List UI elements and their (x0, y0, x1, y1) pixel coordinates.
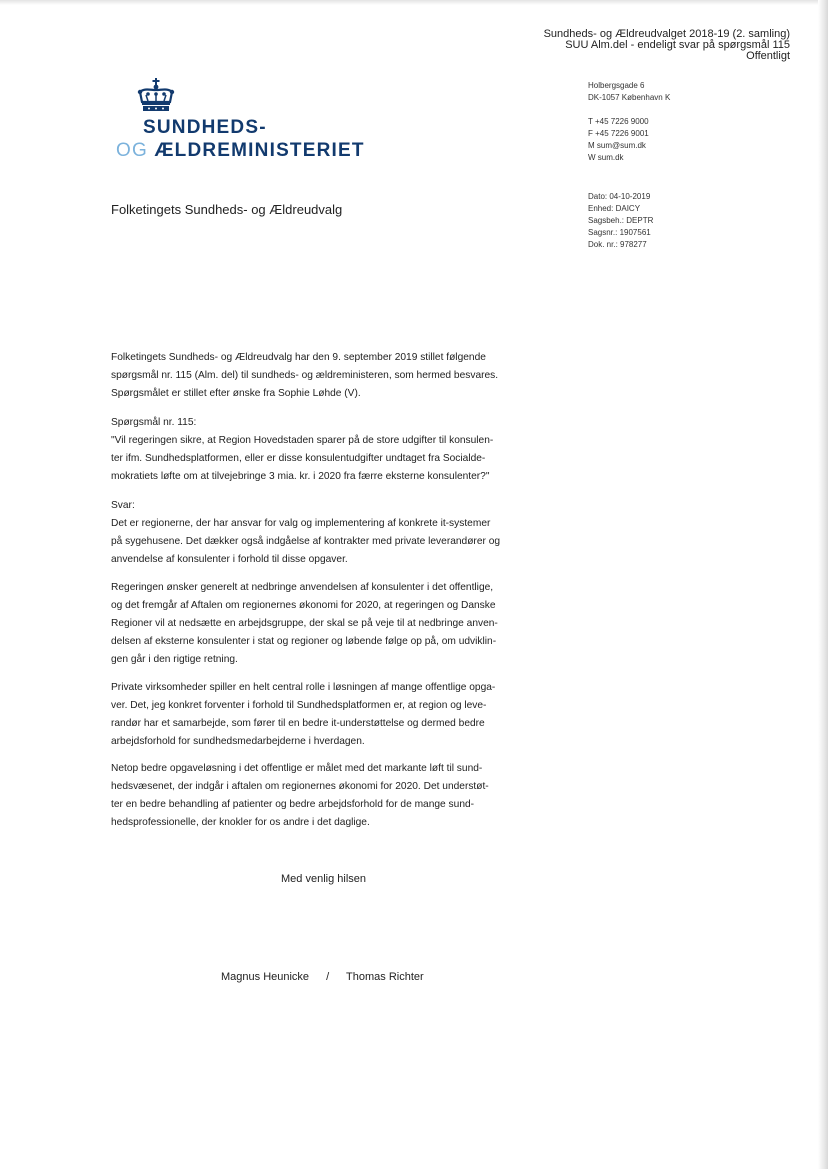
text-line: ter en bedre behandling af patienter og bedre arbejdsforhold for de mange sund- (111, 799, 475, 810)
logo-text-line2 (116, 140, 365, 162)
text-line: delsen af eksterne konsulenter i stat og regioner og løbende følge op på, om udviklin- (111, 636, 497, 647)
answer-label: Svar: (111, 500, 135, 511)
meta-line: Sagsnr.: 1907561 (588, 228, 651, 237)
text-line: Regioner vil at nedsætte en arbejdsgruppe, der skal se på veje til at nedbringe anven- (111, 618, 498, 629)
text-line: arbejdsforhold for sundhedsmedarbejderne i hverdagen. (111, 736, 365, 747)
meta-block (588, 191, 653, 251)
answer-block (111, 497, 561, 569)
contact-line: M sum@sum.dk (588, 141, 646, 150)
contact-line: W sum.dk (588, 153, 624, 162)
header-note-line: SUU Alm.del - endeligt svar på spørgsmål 115 (565, 39, 790, 51)
text-line: Folketingets Sundheds- og Ældreudvalg har den 9. september 2019 stillet følgende (111, 352, 486, 363)
scan-top-edge (0, 0, 828, 5)
meta-line: Sagsbeh.: DEPTR (588, 216, 654, 225)
text-line: ter ifm. Sundhedsplatformen, eller er disse konsulentudgifter undtaget fra Socialde- (111, 453, 486, 464)
text-line: spørgsmål nr. 115 (Alm. del) til sundheds- og ældreministeren, som hermed besvares. (111, 370, 499, 381)
recipient: Folketingets Sundheds- og Ældreudvalg (111, 202, 343, 217)
text-line: Netop bedre opgaveløsning i det offentlige er målet med det markante løft til sund- (111, 763, 483, 774)
signature-line (221, 971, 424, 983)
text-line: Det er regionerne, der har ansvar for valg og implementering af konkrete it-systemer (111, 518, 491, 529)
signature-left: Magnus Heunicke (221, 971, 310, 983)
question-label: Spørgsmål nr. 115: (111, 417, 197, 428)
text-line: Regeringen ønsker generelt at nedbringe anvendelsen af konsulenter i det offentlige, (111, 582, 494, 593)
logo-text-og: OG (116, 140, 155, 161)
scan-right-edge (818, 0, 828, 1169)
header-note-line: Offentligt (746, 50, 790, 62)
crown-emblem-icon (136, 78, 176, 112)
meta-line: Enhed: DAICY (588, 204, 641, 213)
header-note-line: Sundheds- og Ældreudvalget 2018-19 (2. samling) (543, 28, 790, 40)
text-line: gen går i den rigtige retning. (111, 654, 238, 665)
answer-paragraph-2 (111, 579, 561, 669)
logo-text-main: ÆLDREMINISTERIET (154, 140, 365, 161)
text-line: "Vil regeringen sikre, at Region Hovedstaden sparer på de store udgifter til konsulen- (111, 435, 494, 446)
intro-paragraph (111, 349, 561, 403)
meta-line: Dok. nr.: 978277 (588, 240, 647, 249)
answer-paragraph-4 (111, 760, 561, 832)
text-line: hedsprofessionelle, der knokler for os andre i det daglige. (111, 817, 370, 828)
address-line: Holbergsgade 6 (588, 81, 645, 90)
question-block (111, 414, 561, 486)
address-block (588, 80, 670, 104)
signature-separator: / (326, 971, 330, 983)
address-line: DK-1057 København K (588, 93, 671, 102)
text-line: Private virksomheder spiller en helt central rolle i løsningen af mange offentlige opga- (111, 682, 496, 693)
signature-right: Thomas Richter (346, 971, 424, 983)
text-line: på sygehusene. Det dækker også indgåelse af kontrakter med private leverandører og (111, 536, 501, 547)
text-line: Spørgsmålet er stillet efter ønske fra Sophie Løhde (V). (111, 388, 361, 399)
text-line: randør har et samarbejde, som fører til en bedre it-understøttelse og dermed bedre (111, 718, 485, 729)
text-line: og det fremgår af Aftalen om regionernes økonomi for 2020, at regeringen og Danske (111, 600, 496, 611)
logo-text-line1: SUNDHEDS- (143, 117, 267, 138)
contact-block (588, 116, 649, 164)
header-note (544, 29, 790, 62)
text-line: ver. Det, jeg konkret forventer i forhold til Sundhedsplatformen er, at region og leve- (111, 700, 487, 711)
contact-line: F +45 7226 9001 (588, 129, 649, 138)
contact-line: T +45 7226 9000 (588, 117, 649, 126)
text-line: anvendelse af konsulenter i forhold til disse opgaver. (111, 554, 348, 565)
text-line: mokratiets løfte om at tilvejebringe 3 mia. kr. i 2020 fra færre eksterne konsulenter?" (111, 471, 490, 482)
meta-line: Dato: 04-10-2019 (588, 192, 651, 201)
answer-paragraph-3 (111, 679, 561, 751)
text-line: hedsvæsenet, der indgår i aftalen om regionernes økonomi for 2020. Det understøt- (111, 781, 489, 792)
closing-greeting: Med venlig hilsen (281, 873, 366, 885)
